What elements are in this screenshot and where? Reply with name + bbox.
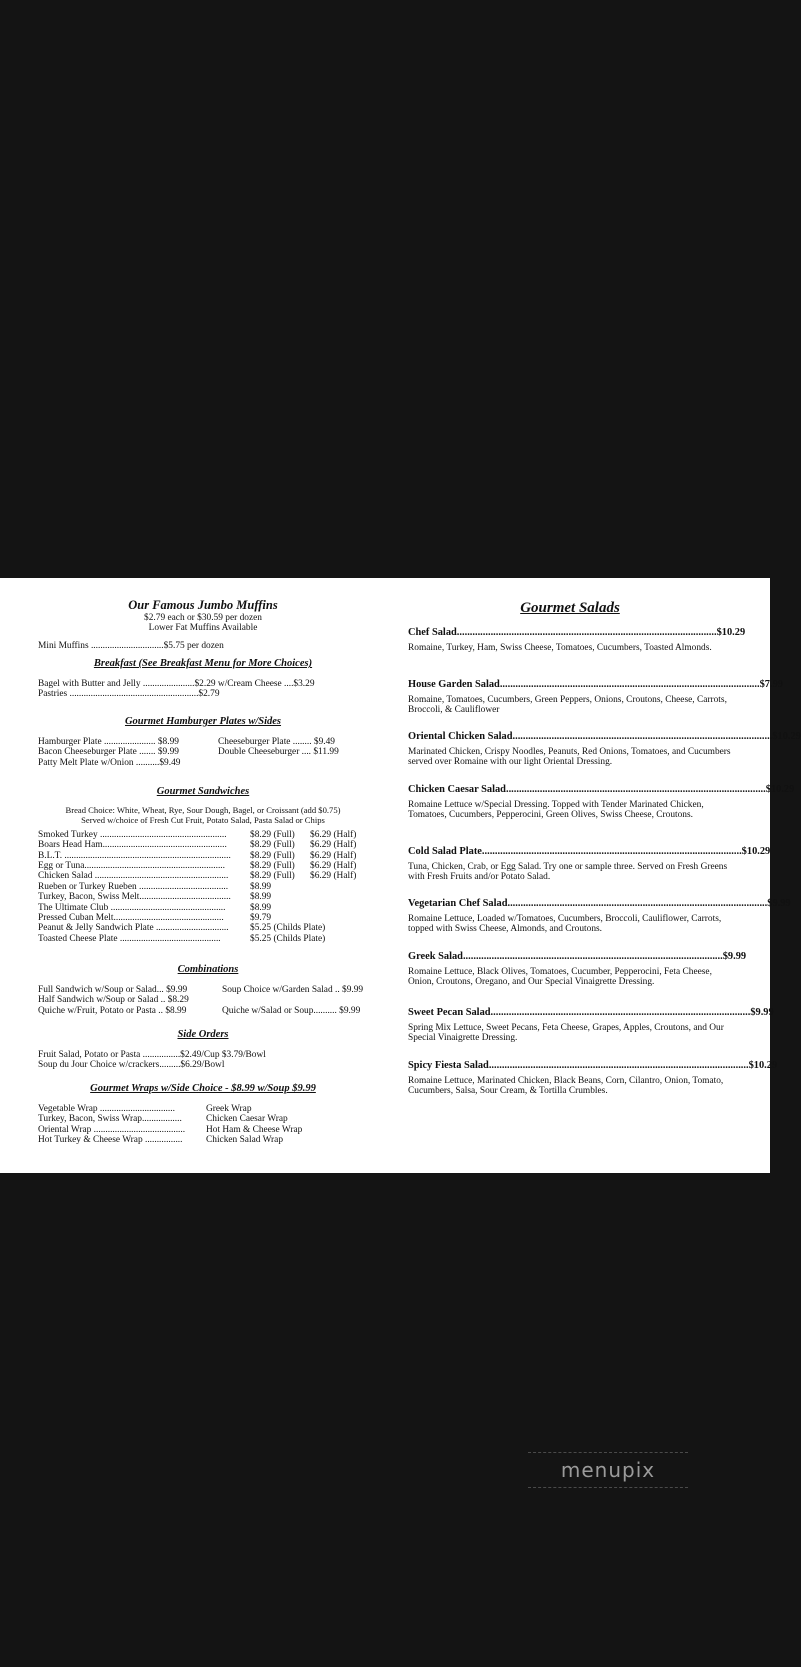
sandwich-row: Rueben or Turkey Rueben ...................................... $8.99 [38,881,272,892]
muffins-section [38,598,368,651]
side-item: Fruit Salad, Potato or Pasta ................$2.49/Cup $3.79/Bowl [38,1050,266,1060]
wrap-item: Chicken Caesar Wrap [206,1114,288,1125]
salad-desc: Spring Mix Lettuce, Sweet Pecans, Feta Cheese, Grapes, Apples, Croutons, and Our Special Vinaigrette Dressing. [408,1023,724,1043]
salad-item: House Garden Salad .................................................................................................... $7.99 Romaine, Tomatoes, Cucumbers, Green Peppers, Onions, Croutons, Cheese, Carrots, Broccoli, & Cauliflower [408,679,783,715]
watermark-text: menupix [560,1458,656,1482]
salad-desc: Romaine, Turkey, Ham, Swiss Cheese, Tomatoes, Cucumbers, Toasted Almonds. [408,643,712,653]
wraps-title: Gourmet Wraps w/Side Choice - $8.99 w/Soup $9.99 [90,1083,316,1094]
sandwich-row: Peanut & Jelly Sandwich Plate ............................... $5.25 (Childs Plate) [38,923,326,934]
menupix-watermark [528,1452,688,1488]
salad-name: Vegetarian Chef Salad [408,898,508,909]
wraps-section [38,1083,368,1146]
wrap-item: Greek Wrap [206,1104,252,1114]
salad-item: Greek Salad .................................................................................................... $9.99 Romaine Lettuce, Black Olives, Tomatoes, Cucumber, Pepperocini, Feta Cheese, Onion, Croutons, Oregano, and Our Special Vinaigrette Dressing. [408,951,747,987]
salad-desc: Romaine Lettuce w/Special Dressing. Topped with Tender Marinated Chicken, Tomatoes, Cucumbers, Pepperocini, Green Olives, Swiss Cheese, Croutons. [408,800,704,820]
salad-desc: Romaine, Tomatoes, Cucumbers, Green Peppers, Onions, Croutons, Cheese, Carrots, Broccoli, & Cauliflower [408,695,727,715]
combo-item: Quiche w/Fruit, Potato or Pasta .. $8.99 [38,1005,187,1016]
salad-price: $10.29 [748,1060,778,1071]
pastries-line: Pastries .......................................................$2.79 [38,689,220,700]
salad-desc: Romaine Lettuce, Loaded w/Tomatoes, Cucumbers, Broccoli, Cauliflower, Carrots, topped with Swiss Cheese, Almonds, and Croutons. [408,914,722,934]
salad-list [408,627,801,1112]
salad-price: $10.29 [741,846,771,857]
burgers-title: Gourmet Hamburger Plates w/Sides [124,716,282,727]
salad-price: $10.29 [765,784,795,795]
salad-name: Oriental Chicken Salad [408,731,513,742]
salad-item: Chef Salad .................................................................................................... $10.29 Romaine, Turkey, Ham, Swiss Cheese, Tomatoes, Cucumbers, Toasted Almonds. [408,627,746,653]
wrap-item: Turkey, Bacon, Swiss Wrap................. [38,1114,182,1125]
salad-item: Spicy Fiesta Salad .................................................................................................... $10.29 Romaine Lettuce, Marinated Chicken, Black Beans, Corn, Cilantro, Onion, Tomato, Cucumbers, Salsa, Sour Cream, & Tortilla Crumbles. [408,1060,778,1096]
sandwich-row: Egg or Tuna............................................................ $8.29 (Full) $6.29 (Half) [38,861,357,872]
sandwich-list [38,830,368,944]
sandwich-row: Smoked Turkey ...................................................... $8.29 (Full) $6.29 (Half) [38,829,357,840]
wrap-item: Oriental Wrap ....................................... [38,1124,186,1135]
salad-name: Chicken Caesar Salad [408,784,506,795]
sandwich-row: Boars Head Ham..................................................... $8.29 (Full) $6.29 (Half) [38,840,357,851]
breakfast-title: Breakfast (See Breakfast Menu for More Choices) [93,658,313,669]
sandwiches-title: Gourmet Sandwiches [156,786,250,797]
combo-item: Quiche w/Salad or Soup.......... $9.99 [222,1005,361,1016]
salad-name: Cold Salad Plate [408,846,482,857]
salad-desc: Romaine Lettuce, Marinated Chicken, Black Beans, Corn, Cilantro, Onion, Tomato, Cucumbers, Salsa, Sour Cream, & Tortilla Crumbles. [408,1076,724,1096]
mini-muffins: Mini Muffins ...............................$5.75 per dozen [38,640,224,651]
wrap-item: Hot Turkey & Cheese Wrap ................ [38,1135,183,1146]
wrap-item: Chicken Salad Wrap [206,1135,284,1146]
sides-section [38,1029,368,1071]
muffins-price: $2.79 each or $30.59 per dozen [144,613,262,623]
menu-page [0,578,801,1173]
sandwich-row: Pressed Cuban Melt............................................... $9.79 [38,913,272,924]
burger-item: Patty Melt Plate w/Onion ..........$9.49 [38,757,181,768]
salad-item: Chicken Caesar Salad .................................................................................................... $10.29 Romaine Lettuce w/Special Dressing. Topped with Tender Marinated Chicken, Tomatoes, Cucumbers, Pepperocini, Green Olives, Swiss Cheese, Croutons. [408,784,795,820]
salad-desc: Marinated Chicken, Crispy Noodles, Peanuts, Red Onions, Tomatoes, and Cucumbers served over Romaine with our light Oriental Dressing. [408,747,731,767]
wrap-item: Vegetable Wrap ................................ [38,1104,175,1114]
salad-name: House Garden Salad [408,679,500,690]
salad-name: Spicy Fiesta Salad [408,1060,489,1071]
burgers-section [38,716,368,768]
salad-item: Vegetarian Chef Salad .................................................................................................... $9.99 Romaine Lettuce, Loaded w/Tomatoes, Cucumbers, Broccoli, Cauliflower, Carrots, topped with Swiss Cheese, Almonds, and Croutons. [408,898,791,934]
salad-price: $9.99 [767,898,791,909]
salad-item: Sweet Pecan Salad .................................................................................................... $9.99 Spring Mix Lettuce, Sweet Pecans, Feta Cheese, Grapes, Apples, Croutons, and Our Special Vinaigrette Dressing. [408,1007,774,1043]
bread-choice: Bread Choice: White, Wheat, Rye, Sour Dough, Bagel, or Croissant (add $0.75) [65,805,341,815]
salad-item: Cold Salad Plate .................................................................................................... $10.29 Tuna, Chicken, Crab, or Egg Salad. Try one or sample three. Served on Fresh Greens with Fresh Fruits and/or Potato Salad. [408,846,771,882]
wrap-item: Hot Ham & Cheese Wrap [206,1124,303,1135]
sandwich-row: The Ultimate Club ................................................. $8.99 [38,902,272,913]
combo-item: Full Sandwich w/Soup or Salad... $9.99 [38,985,188,995]
salad-name: Chef Salad [408,627,457,638]
salads-title: Gourmet Salads [520,600,620,616]
salad-desc: Tuna, Chicken, Crab, or Egg Salad. Try one or sample three. Served on Fresh Greens with Fresh Fruits and/or Potato Salad. [408,862,728,882]
salad-price: $7.99 [759,679,783,690]
sandwiches-section [38,786,368,944]
combo-item [222,995,363,1005]
combo-item: Soup Choice w/Garden Salad .. $9.99 [222,985,364,995]
burger-item: Hamburger Plate ...................... $8.99 [38,737,179,747]
combo-item: Half Sandwich w/Soup or Salad .. $8.29 [38,995,189,1006]
sandwich-row: Toasted Cheese Plate ........................................... $5.25 (Childs Plate) [38,933,326,944]
wraps-list [38,1104,368,1146]
burger-item: Cheeseburger Plate ........ $9.49 [218,737,335,747]
breakfast-section [38,658,368,700]
salad-price: $9.99 [722,951,747,962]
served-with: Served w/choice of Fresh Cut Fruit, Potato Salad, Pasta Salad or Chips [81,815,325,826]
sandwich-row: Chicken Salad ......................................................... $8.29 (Full) $6.29 (Half) [38,871,357,882]
salad-price: $10.29 [772,731,801,742]
salad-item: Oriental Chicken Salad .................................................................................................... $10.29 Marinated Chicken, Crispy Noodles, Peanuts, Red Onions, Tomatoes, and Cucumbers served over Romaine with our light Oriental Dressing. [408,731,801,767]
combinations-title: Combinations [177,964,239,975]
burger-item: Double Cheeseburger .... $11.99 [218,747,339,758]
burgers-list [38,737,368,768]
muffins-note: Lower Fat Muffins Available [148,623,258,634]
combinations-list [38,985,378,1016]
salad-price: $10.29 [716,627,746,638]
salad-desc: Romaine Lettuce, Black Olives, Tomatoes, Cucumber, Pepperocini, Feta Cheese, Onion, Croutons, Oregano, and Our Special Vinaigrette Dressing. [408,967,712,987]
salad-name: Greek Salad [408,951,463,962]
side-item: Soup du Jour Choice w/crackers.........$6.29/Bowl [38,1060,225,1071]
burger-item: Bacon Cheeseburger Plate ....... $9.99 [38,747,179,758]
sandwich-row: Turkey, Bacon, Swiss Melt....................................... $8.99 [38,892,272,903]
bagel-line: Bagel with Butter and Jelly ......................$2.29 w/Cream Cheese ....$3.29 [38,679,315,689]
sandwich-row: B.L.T. ....................................................................... $8.29 (Full) $6.29 (Half) [38,850,357,861]
combinations-section [38,964,378,1016]
sides-title: Side Orders [177,1029,229,1040]
salad-price: $9.99 [750,1007,774,1018]
salad-name: Sweet Pecan Salad [408,1007,491,1018]
muffins-title: Our Famous Jumbo Muffins [128,598,278,612]
